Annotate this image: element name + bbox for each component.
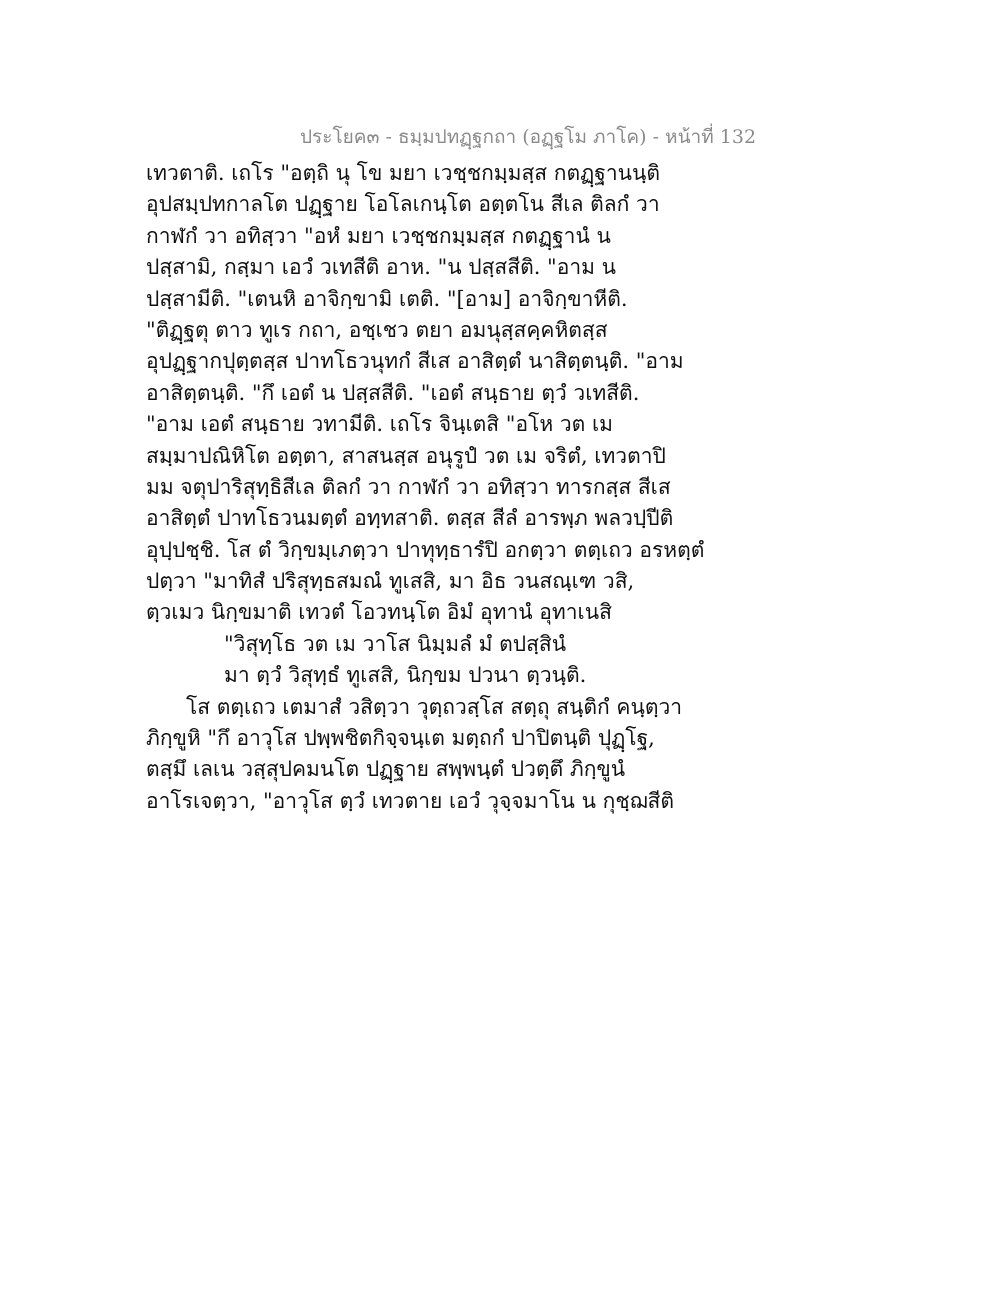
paragraph-first-line: โส ตตฺเถว เตมาสํ วสิตฺวา วุตฺถวสฺโส สตฺถุ สนฺติกํ คนฺตฺวา [186, 694, 683, 719]
text-line: "อาม เอตํ สนฺธาย วทามีติ. เถโร จินฺเตสิ "อโห วต เม [146, 412, 613, 437]
text-line: ปสฺสามิ, กสฺมา เอวํ วเทสีติ อาห. "น ปสฺสสีติ. "อาม น [146, 255, 616, 280]
text-line: มม จตุปาริสุทฺธิสีเล ติลกํ วา กาฬกํ วา อทิสฺวา ทารกสฺส สีเส [146, 474, 671, 499]
text-line: ตฺวเมว นิกฺขมาติ เทวตํ โอวทนฺโต อิมํ อุทานํ อุทาเนสิ [146, 600, 612, 625]
text-line: ภิกฺขูหิ "กึ อาวุโส ปพฺพชิตกิจฺจนฺเต มตฺถกํ ปาปิตนฺติ ปุฏฺโฐ, [146, 726, 655, 751]
running-header: ประโยค๓ - ธมฺมปทฏฺฐกถา (อฏฺฐโม ภาโค) - หน้าที่ 132 [300, 126, 757, 148]
text-line: อาสิตฺตนฺติ. "กึ เอตํ น ปสฺสสีติ. "เอตํ สนฺธาย ตฺวํ วเทสีติ. [146, 380, 640, 405]
text-line: ปสฺสามีติ. "เตนหิ อาจิกฺขามิ เตติ. "[อาม] อาจิกฺขาหีติ. [146, 286, 628, 311]
text-line: เทวตาติ. เถโร "อตฺถิ นุ โข มยา เวชฺชกมฺมสฺส กตฏฺฐานนฺติ [146, 161, 660, 185]
text-line: สมฺมาปณิหิโต อตฺตา, สาสนสฺส อนุรูปํ วต เม จริตํ, เทวตาปิ [146, 443, 666, 468]
verse-line: มา ตฺวํ วิสุทฺธํ ทูเสสิ, นิกฺขม ปวนา ตฺวนฺติ. [224, 663, 587, 688]
text-line: อุปฺปชฺชิ. โส ตํ วิกฺขมฺเภตฺวา ปาทุทฺธารํปิ อกตฺวา ตตฺเถว อรหตฺตํ [146, 537, 705, 562]
verse-line: "วิสุทฺโธ วต เม วาโส นิมฺมลํ มํ ตปสฺสินํ [224, 631, 567, 656]
body-text [146, 158, 706, 817]
text-line: กาฬกํ วา อทิสฺวา "อหํ มยา เวชฺชกมฺมสฺส กตฏฺฐานํ น [146, 223, 611, 248]
text-line: "ติฏฺฐตุ ตาว ทูเร กถา, อชฺเชว ตยา อมนุสฺสคฺคหิตสฺส [146, 317, 608, 342]
text-line: ตสฺมึ เลเน วสฺสุปคมนโต ปฏฺฐาย สพฺพนฺตํ ปวตฺตึ ภิกฺขูนํ [146, 757, 626, 782]
text-line: อุปฏฺฐากปุตฺตสฺส ปาทโธวนุทกํ สีเส อาสิตฺตํ นาสิตฺตนฺติ. "อาม [146, 349, 684, 374]
text-line: อาโรเจตฺวา, "อาวุโส ตฺวํ เทวตาย เอวํ วุจฺจมาโน น กุชฺฌสีติ [146, 788, 674, 813]
text-line: ปตฺวา "มาทิสํ ปริสุทฺธสมณํ ทูเสสิ, มา อิธ วนสณฺเฑ วสิ, [146, 569, 635, 594]
text-line: อาสิตฺตํ ปาทโธวนมตฺตํ อทฺทสาติ. ตสฺส สีลํ อารพฺภ พลวปฺปีติ [146, 506, 674, 531]
text-line: อุปสมฺปทกาลโต ปฏฺฐาย โอโลเกนฺโต อตฺตโน สีเล ติลกํ วา [146, 192, 660, 217]
